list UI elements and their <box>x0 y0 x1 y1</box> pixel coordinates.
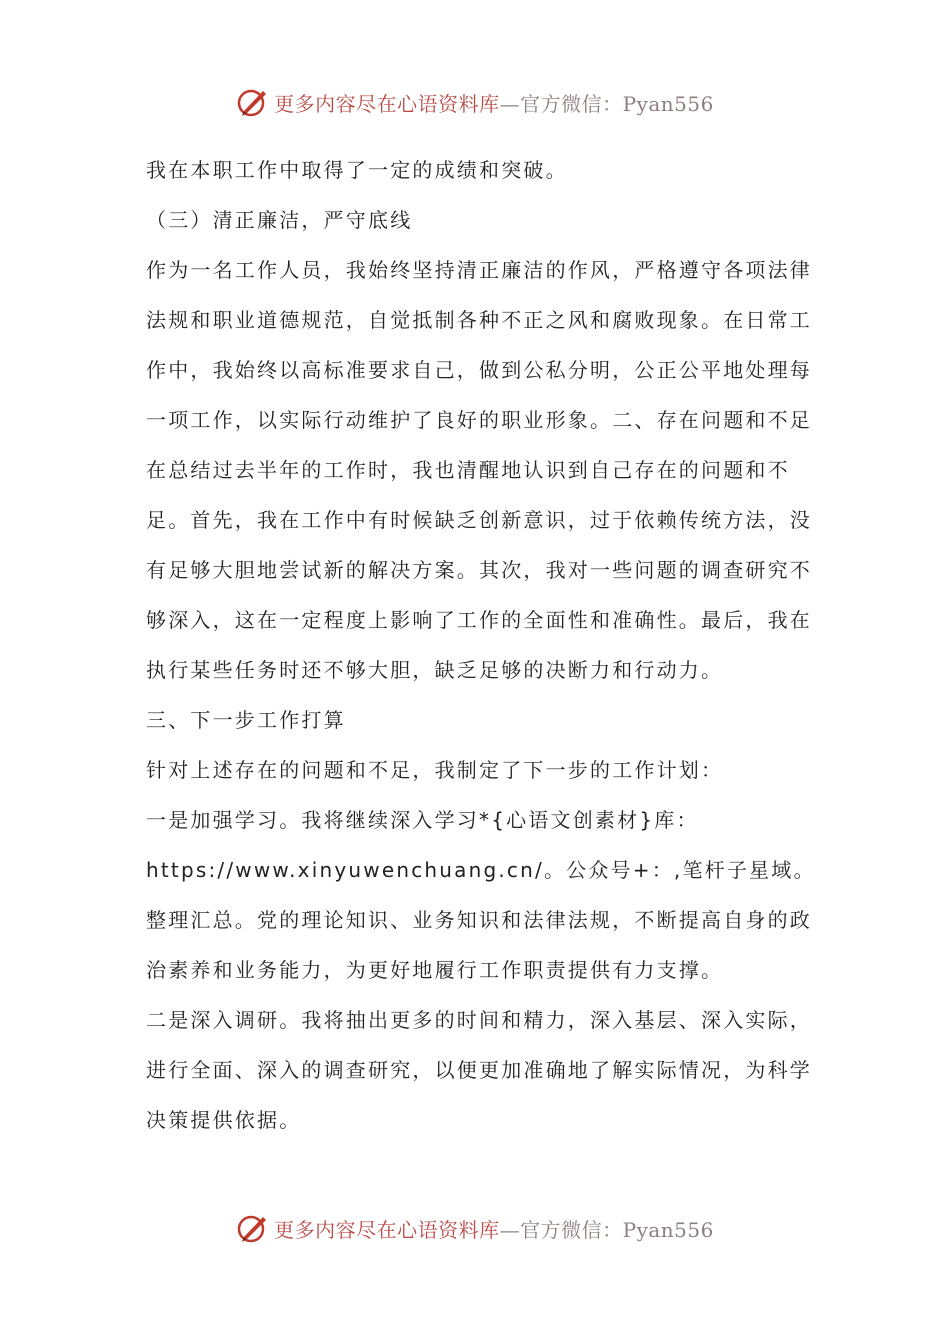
footer-watermark <box>0 1208 950 1248</box>
paragraph: 作为一名工作人员，我始终坚持清正廉洁的作风，严格遵守各项法律法规和职业道德规范，自觉抵制各种不正之风和腐败现象。在日常工作中，我始终以高标准要求自己，做到公私分明，公正公平地处理每一项工作，以实际行动维护了良好的职业形象。二、存在问题和不足 <box>146 258 812 432</box>
section-heading: 三、下一步工作打算 <box>146 708 346 732</box>
footer-watermark-text: 更多内容尽在心语资料库—官方微信：Pyan556 <box>274 1217 714 1242</box>
header-watermark <box>0 82 950 122</box>
document-body <box>146 145 821 1145</box>
paragraph: 一是加强学习。我将继续深入学习*{心语文创素材}库：https://www.xinyuwenchuang.cn/。公众号+：,笔杆子星域。整理汇总。党的理论知识、业务知识和法律法规，不断提高自身的政治素养和业务能力，为更好地履行工作职责提供有力支撑。 <box>146 808 816 982</box>
section-heading: （三）清正廉洁，严守底线 <box>146 208 413 232</box>
header-watermark-text: 更多内容尽在心语资料库—官方微信：Pyan556 <box>274 91 714 116</box>
paragraph: 我在本职工作中取得了一定的成绩和突破。 <box>146 158 568 182</box>
paragraph: 二是深入调研。我将抽出更多的时间和精力，深入基层、深入实际，进行全面、深入的调查研究，以便更加准确地了解实际情况，为科学决策提供依据。 <box>146 1008 812 1132</box>
pen-logo-icon <box>236 1211 270 1245</box>
paragraph: 针对上述存在的问题和不足，我制定了下一步的工作计划： <box>146 758 724 782</box>
paragraph: 在总结过去半年的工作时，我也清醒地认识到自己存在的问题和不足。首先，我在工作中有时候缺乏创新意识，过于依赖传统方法，没有足够大胆地尝试新的解决方案。其次，我对一些问题的调查研究不够深入，这在一定程度上影响了工作的全面性和准确性。最后，我在执行某些任务时还不够大胆，缺乏足够的决断力和行动力。 <box>146 458 812 682</box>
pen-logo-icon <box>236 85 270 119</box>
